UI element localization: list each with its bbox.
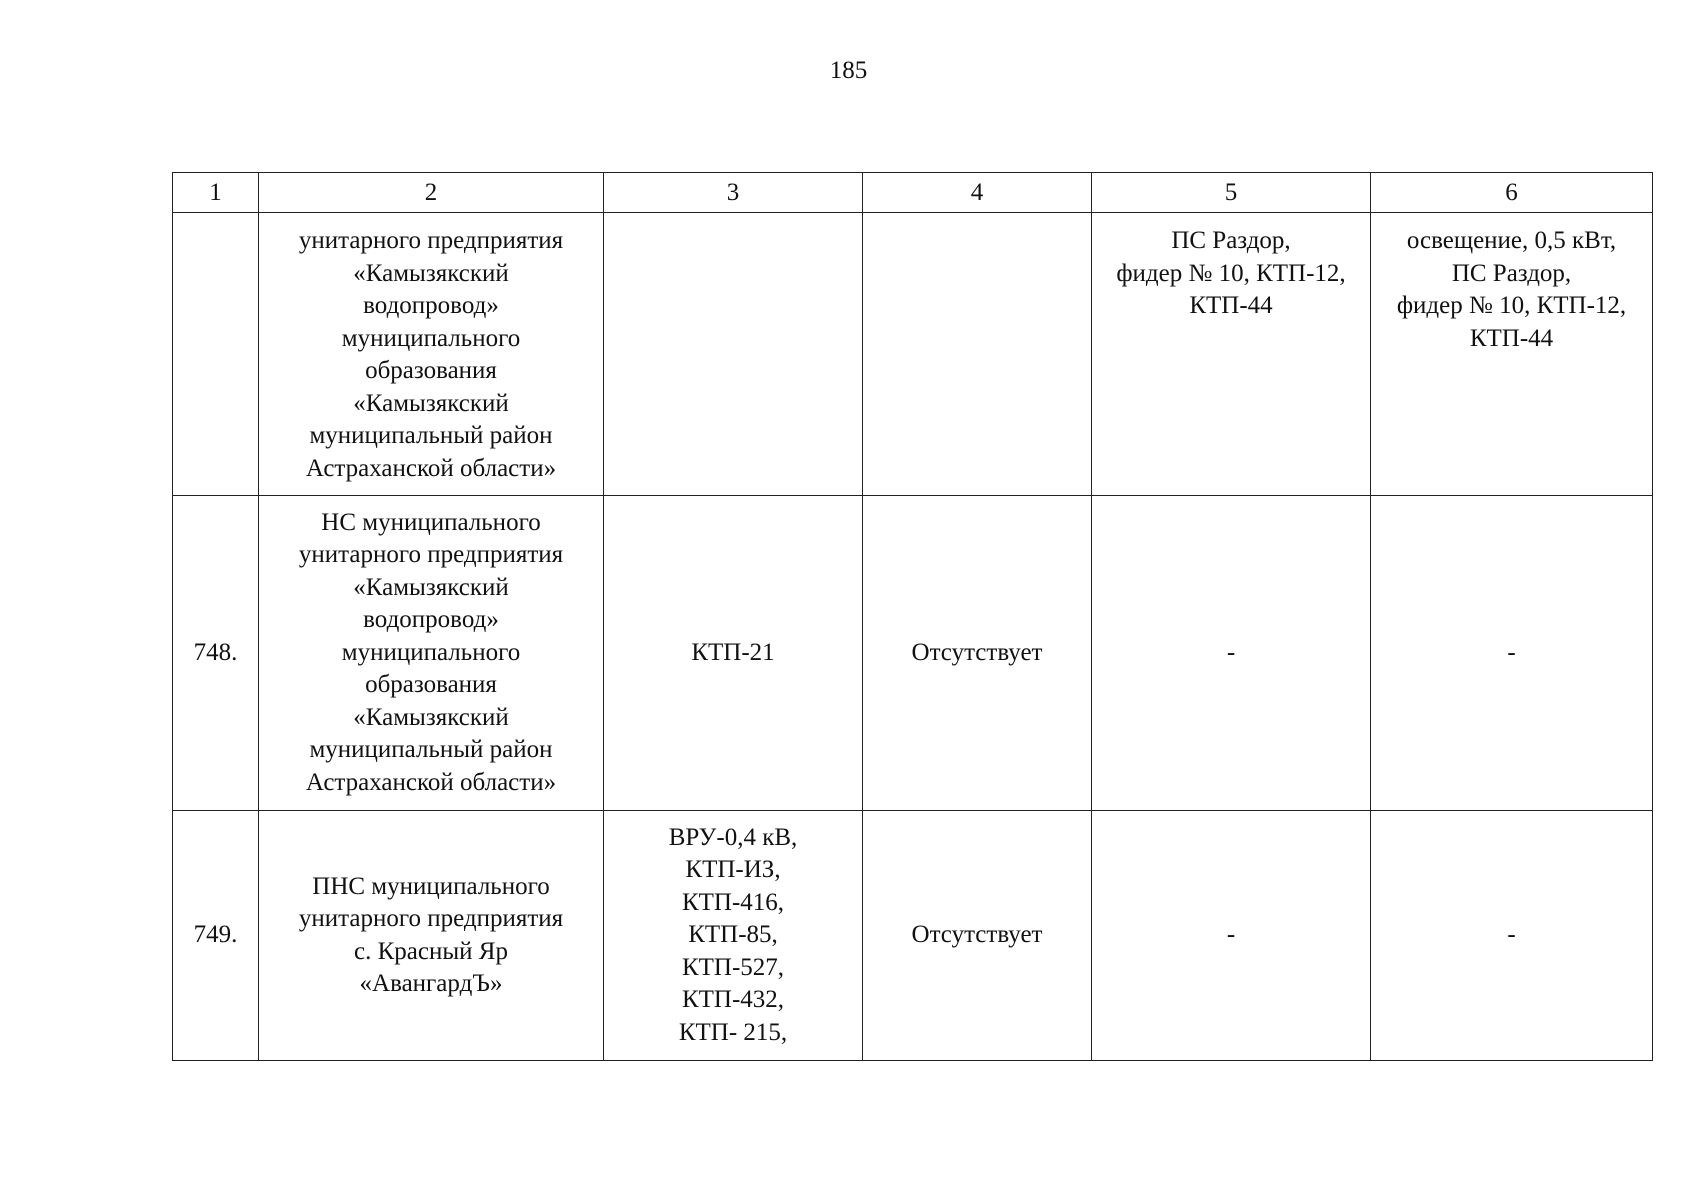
row-749-col3-line: КТП-416, [681, 888, 785, 916]
cont-col5-line: фидер № 10, КТП-12, [1116, 259, 1346, 287]
row-749-col5-cell: - [1092, 811, 1371, 1061]
table-row-continuation [173, 213, 1653, 496]
cont-col5-cell [1092, 213, 1371, 496]
cont-col6-cell [1371, 213, 1653, 496]
cont-col4-cell [863, 213, 1092, 496]
header-cell-1: 1 [173, 173, 259, 213]
cont-name-line: «Камызякский [353, 389, 509, 417]
row-749-col3-line: КТП-ИЗ, [685, 856, 781, 884]
row-749-col6-cell: - [1371, 811, 1653, 1061]
cont-col6-line: освещение, 0,5 кВт, [1406, 227, 1617, 254]
row-749-col3-cell [604, 811, 863, 1061]
row-748-name-line: муниципального [341, 638, 521, 666]
row-749-name-cell [259, 811, 604, 1061]
row-748-name-line: водопровод» [363, 606, 499, 634]
page-number: 185 [829, 57, 868, 84]
cont-col6-line: КТП-44 [1469, 324, 1554, 352]
row-749-col3-line: КТП-85, [688, 921, 778, 949]
row-748-name-line: «Камызякский [353, 573, 509, 601]
header-cell-5: 5 [1092, 173, 1371, 213]
row-748-name-line: муниципальный район [309, 736, 553, 764]
row-749-col3-line: КТП-432, [681, 986, 785, 1014]
cont-col6-line: ПС Раздор, [1451, 259, 1572, 287]
row-748-name-line: образования [365, 671, 497, 699]
data-table [172, 172, 1653, 1061]
row-748-col4-cell: Отсутствует [863, 496, 1092, 811]
cont-number-cell [173, 213, 259, 496]
cont-name-line: Астраханской области» [305, 454, 557, 482]
table-row-748 [173, 496, 1653, 811]
row-749-col4-cell: Отсутствует [863, 811, 1092, 1061]
header-cell-3: 3 [604, 173, 863, 213]
row-748-name-cell [259, 496, 604, 811]
cont-name-line: муниципальный район [309, 422, 553, 449]
row-749-col3-line: ВРУ-0,4 кВ, [668, 823, 798, 851]
row-748-name-line: НС муниципального [321, 508, 541, 536]
table-header-row [173, 173, 1653, 213]
row-749-col3-line: КТП-527, [681, 953, 785, 981]
row-749-number: 749. [173, 811, 259, 1061]
row-749-name-line: с. Красный Яр [354, 937, 508, 965]
header-cell-6: 6 [1371, 173, 1653, 213]
cont-col6-line: фидер № 10, КТП-12, [1396, 292, 1627, 319]
cont-name-cell [259, 213, 604, 496]
row-748-name-line: Астраханской области» [305, 768, 557, 796]
header-cell-2: 2 [259, 173, 604, 213]
cont-col5-line: ПС Раздор, [1171, 227, 1291, 254]
cont-name-line: водопровод» [363, 292, 499, 319]
header-cell-4: 4 [863, 173, 1092, 213]
row-749-name-line: унитарного предприятия [298, 905, 564, 932]
cont-name-line: муниципального [341, 324, 521, 352]
row-748-number: 748. [173, 496, 259, 811]
table-row-749 [173, 811, 1653, 1061]
cont-col5-line: КТП-44 [1189, 292, 1273, 319]
row-749-name-line: «АвангардЪ» [359, 970, 503, 997]
row-748-col3-cell [604, 496, 863, 811]
row-749-name-line: ПНС муниципального [312, 872, 550, 900]
row-748-name-line: «Камызякский [353, 703, 509, 731]
row-748-col6-cell: - [1371, 496, 1653, 811]
row-748-col5-cell: - [1092, 496, 1371, 811]
row-748-name-line: унитарного предприятия [298, 541, 564, 569]
cont-name-line: образования [365, 357, 497, 384]
cont-name-line: «Камызякский [353, 259, 509, 287]
cont-col3-cell [604, 213, 863, 496]
row-749-col3-line: КТП- 215, [678, 1018, 788, 1046]
row-748-col3-line: КТП-21 [691, 638, 775, 666]
cont-name-line: унитарного предприятия [298, 227, 564, 254]
